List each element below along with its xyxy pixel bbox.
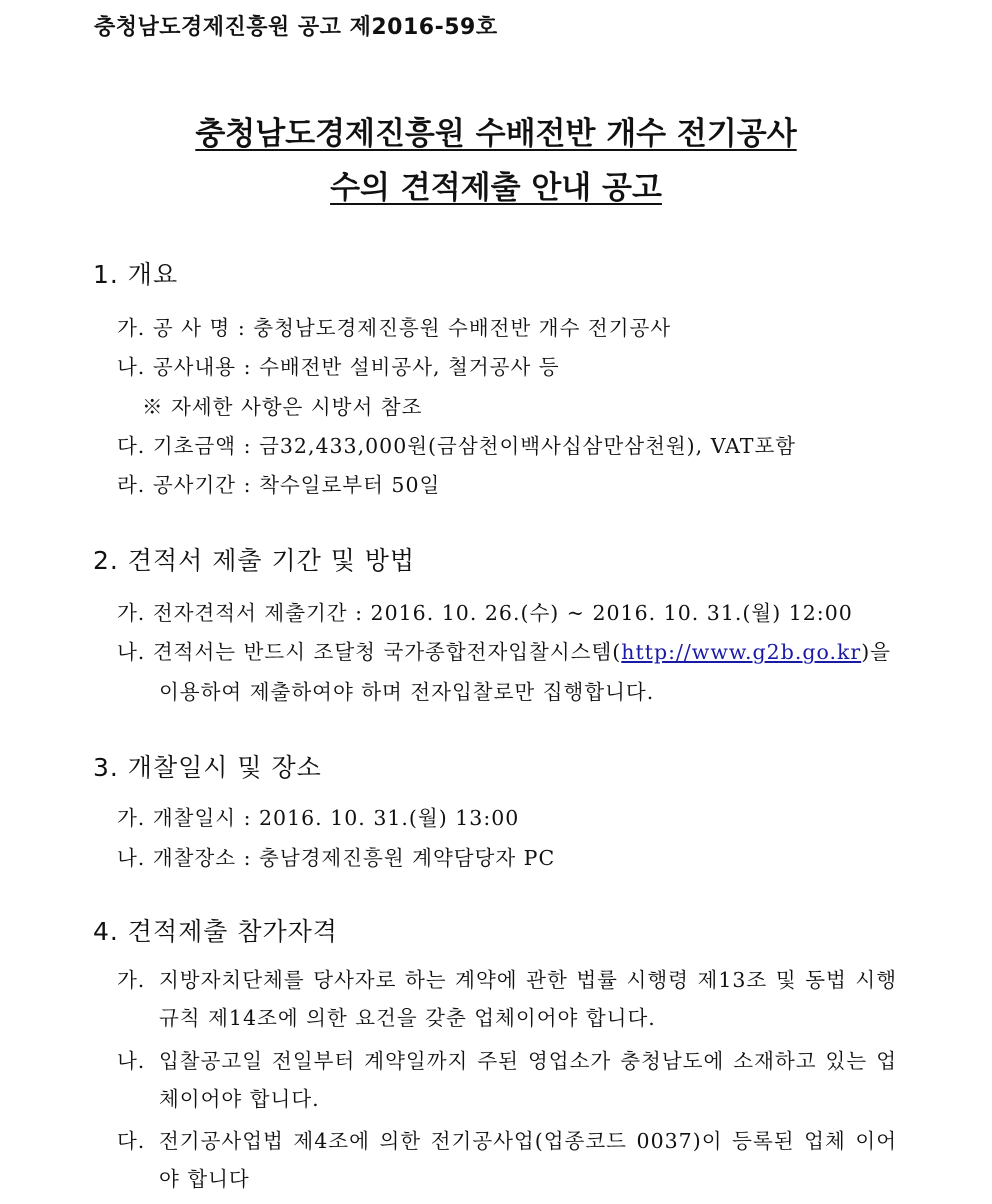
- eligibility-item-location: [117, 1042, 899, 1118]
- title-line-2: [0, 162, 992, 207]
- submission-item-method-cont: 이용하여 제출하여야 하며 전자입찰로만 집행합니다.: [159, 680, 655, 704]
- overview-item-base-price: [117, 429, 796, 459]
- item-separator: :: [237, 316, 246, 340]
- item-mark: 가.: [117, 316, 146, 340]
- section-heading-opening: 3. 개찰일시 및 장소: [93, 753, 322, 782]
- item-value: 충청남도경제진흥원 수배전반 개수 전기공사: [253, 316, 672, 340]
- item-label: 공사기간: [152, 473, 237, 497]
- item-value: 금32,433,000원(금삼천이백사십삼만삼천원), VAT포함: [259, 434, 797, 458]
- item-text: 개찰장소 : 충남경제진흥원 계약담당자 PC: [152, 846, 556, 870]
- overview-item-period: [117, 468, 440, 498]
- overview-item-content: [117, 350, 560, 380]
- opening-item-place: [117, 841, 555, 871]
- item-mark: 가.: [117, 601, 146, 625]
- opening-item-datetime: [117, 801, 519, 831]
- g2b-link[interactable]: http://www.g2b.go.kr: [621, 640, 862, 664]
- item-separator: :: [243, 473, 252, 497]
- item-mark: 나.: [117, 640, 146, 664]
- item-value: 수배전반 설비공사, 철거공사 등: [259, 355, 560, 379]
- item-separator: :: [243, 355, 252, 379]
- section-heading-overview: 1. 개요: [93, 260, 179, 289]
- item-value: 착수일로부터 50일: [259, 473, 441, 497]
- title-line-2-text: 수의 견적제출 안내 공고: [330, 170, 662, 206]
- item-separator: :: [243, 434, 252, 458]
- item-mark: 나.: [117, 1049, 146, 1073]
- item-mark: 가.: [117, 806, 146, 830]
- eligibility-item-law: [117, 961, 899, 1037]
- title-line-1-text: 충청남도경제진흥원 수배전반 개수 전기공사: [195, 116, 797, 152]
- submission-item-method: [117, 635, 891, 665]
- title-line-1: [0, 108, 992, 153]
- section-heading-submission: 2. 견적서 제출 기간 및 방법: [93, 546, 416, 575]
- item-text: 개찰일시 : 2016. 10. 31.(월) 13:00: [152, 806, 520, 830]
- item-label: 기초금액: [152, 434, 237, 458]
- overview-item-name: [117, 311, 671, 341]
- item-label: 공사내용: [152, 355, 237, 379]
- submission-item-period: [117, 596, 853, 626]
- item-mark: 다.: [117, 1129, 146, 1153]
- item-text: 견적서는 반드시 조달청 국가종합전자입찰시스템(: [152, 640, 622, 664]
- item-mark: 나.: [117, 846, 146, 870]
- notice-number: 충청남도경제진흥원 공고 제2016-59호: [94, 15, 498, 40]
- section-heading-eligibility: 4. 견적제출 참가자격: [93, 917, 338, 946]
- item-text: 입찰공고일 전일부터 계약일까지 주된 영업소가 충청남도에 소재하고 있는 업체이어야 합니다.: [159, 1049, 897, 1111]
- item-mark: 가.: [117, 968, 146, 992]
- item-text: 전기공사업법 제4조에 의한 전기공사업(업종코드 0037)이 등록된 업체 이어야 합니다: [159, 1129, 897, 1191]
- item-text: 지방자치단체를 당사자로 하는 계약에 관한 법률 시행령 제13조 및 동법 시행규칙 제14조에 의한 요건을 갖춘 업체이어야 합니다.: [159, 968, 897, 1030]
- item-mark: 다.: [117, 434, 146, 458]
- item-label: 공 사 명: [152, 316, 231, 340]
- item-text-after: )을: [861, 640, 891, 664]
- item-mark: 나.: [117, 355, 146, 379]
- overview-note: ※ 자세한 사항은 시방서 참조: [142, 395, 423, 419]
- eligibility-item-license: [117, 1122, 899, 1198]
- item-text: 전자견적서 제출기간 : 2016. 10. 26.(수) ~ 2016. 10. 31.(월) 12:00: [152, 601, 853, 625]
- item-mark: 라.: [117, 473, 146, 497]
